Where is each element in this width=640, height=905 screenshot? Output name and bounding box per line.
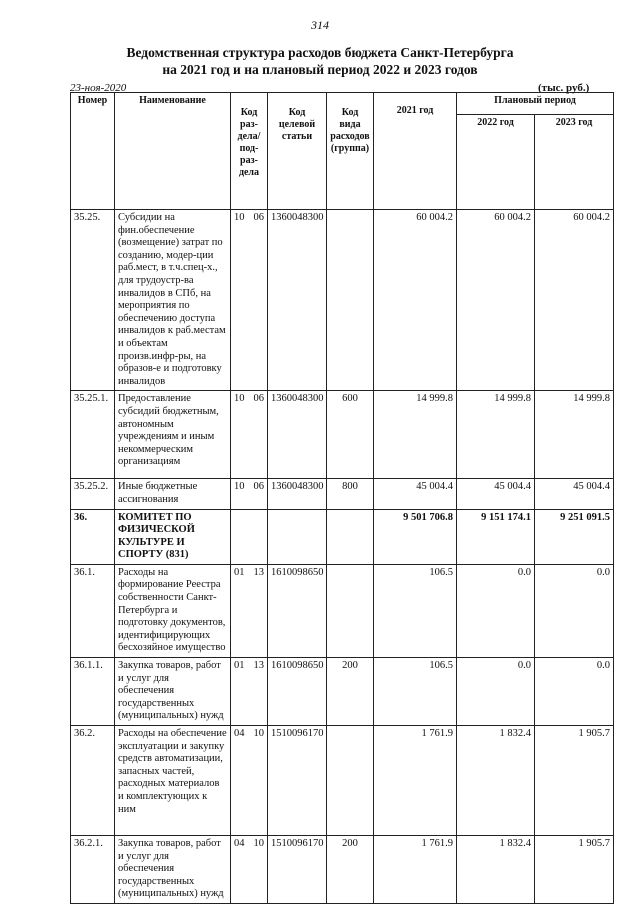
row-value-2021: 60 004.2 [374,210,457,391]
header-year-2023: 2023 год [535,115,614,210]
row-value-2023: 45 004.4 [535,479,614,509]
table-row [71,564,614,657]
subsection-code: 06 [253,481,264,493]
row-section-code [231,210,268,391]
row-section-code [231,391,268,479]
row-name: Расходы на обеспечение эксплуатации и закупку средств автоматизации, запасных частей, расходных материалов и комплектующих к ним [115,726,231,836]
subsection-code: 10 [253,838,264,849]
header-year-2022: 2022 год [457,115,535,210]
row-value-2021: 9 501 706.8 [374,509,457,564]
row-value-2022: 1 832.4 [457,836,535,904]
section-code: 10 [234,393,245,405]
section-code: 10 [234,212,245,223]
budget-table [70,92,614,904]
header-name: Наименование [115,93,231,210]
table-row [71,479,614,509]
row-value-2022: 1 832.4 [457,726,535,836]
row-expense-type [327,726,374,836]
row-section-code [231,509,268,564]
row-name: Расходы на формирование Реестра собственности Санкт-Петербурга и подготовку документов, идентифицирующих бесхозяйное имущество [115,564,231,657]
section-code: 01 [234,660,245,672]
row-value-2023: 1 905.7 [535,726,614,836]
row-section-code [231,564,268,657]
header-section-code: Код раз-дела/ под-раз-дела [231,93,268,210]
table-row [71,836,614,904]
row-value-2023: 14 999.8 [535,391,614,479]
row-number: 35.25.1. [71,391,115,479]
row-name: Предоставление субсидий бюджетным, автономным учреждениям и иным некоммерческим организациям [115,391,231,479]
row-name: Закупка товаров, работ и услуг для обеспечения государственных (муниципальных) нужд [115,836,231,904]
row-value-2022: 9 151 174.1 [457,509,535,564]
row-number: 36.1. [71,564,115,657]
row-value-2021: 45 004.4 [374,479,457,509]
table-row [71,658,614,726]
header-plan-period: Плановый период [457,93,614,115]
row-value-2021: 106.5 [374,564,457,657]
section-code: 04 [234,728,245,739]
row-section-code [231,726,268,836]
title-line-1: Ведомственная структура расходов бюджета Санкт-Петербурга [126,45,514,60]
row-value-2021: 106.5 [374,658,457,726]
row-name: КОМИТЕТ ПО ФИЗИЧЕСКОЙ КУЛЬТУРЕ И СПОРТУ (831) [115,509,231,564]
subsection-code: 06 [253,393,264,405]
header-year-2021: 2021 год [374,93,457,210]
subsection-code: 10 [253,728,264,739]
row-value-2022: 0.0 [457,564,535,657]
row-target-code: 1360048300 [268,391,327,479]
header-number: Номер [71,93,115,210]
row-value-2022: 14 999.8 [457,391,535,479]
row-target-code: 1510096170 [268,836,327,904]
page-number: 314 [311,18,329,32]
row-section-code [231,836,268,904]
row-target-code: 1610098650 [268,564,327,657]
subsection-code: 13 [253,660,264,672]
row-target-code: 1360048300 [268,479,327,509]
row-number: 36.2. [71,726,115,836]
row-expense-type [327,564,374,657]
row-target-code: 1510096170 [268,726,327,836]
table-row [71,726,614,836]
row-value-2021: 14 999.8 [374,391,457,479]
row-value-2023: 0.0 [535,564,614,657]
row-target-code: 1360048300 [268,210,327,391]
table-row [71,210,614,391]
row-expense-type [327,509,374,564]
row-number: 36.2.1. [71,836,115,904]
units-label: (тыс. руб.) [538,82,590,94]
row-section-code [231,658,268,726]
row-value-2023: 1 905.7 [535,836,614,904]
section-code: 01 [234,566,245,578]
row-target-code [268,509,327,564]
document-title [0,44,640,78]
row-name: Закупка товаров, работ и услуг для обеспечения государственных (муниципальных) нужд [115,658,231,726]
document-date: 23-ноя-2020 [70,82,127,94]
subsection-code: 06 [253,212,264,223]
section-code: 10 [234,481,245,493]
row-target-code: 1610098650 [268,658,327,726]
row-number: 36. [71,509,115,564]
row-value-2021: 1 761.9 [374,726,457,836]
row-value-2023: 9 251 091.5 [535,509,614,564]
header-expense-type-code: Код вида расходов (группа) [327,93,374,210]
row-number: 35.25.2. [71,479,115,509]
table-row [71,509,614,564]
subsection-code: 13 [253,566,264,578]
row-name: Иные бюджетные ассигнования [115,479,231,509]
row-expense-type: 200 [327,836,374,904]
row-expense-type: 800 [327,479,374,509]
table-body [71,210,614,904]
row-number: 35.25. [71,210,115,391]
row-expense-type: 200 [327,658,374,726]
row-expense-type [327,210,374,391]
row-number: 36.1.1. [71,658,115,726]
table-row [71,391,614,479]
row-value-2023: 60 004.2 [535,210,614,391]
row-section-code [231,479,268,509]
section-code: 04 [234,838,245,849]
row-value-2022: 0.0 [457,658,535,726]
header-target-code: Код целевой статьи [268,93,327,210]
row-value-2022: 60 004.2 [457,210,535,391]
row-name: Субсидии на фин.обеспечение (возмещение) затрат по созданию, модер-ции раб.мест, в т.ч.спец-х., для трудоустр-ва инвалидов в СПб, на мероприятия по обеспечению доступа инвалидов к раб.местам и объектам произв.инфр-ры, на образов-е и подготовку инвалидов [115,210,231,391]
row-value-2023: 0.0 [535,658,614,726]
row-value-2021: 1 761.9 [374,836,457,904]
row-value-2022: 45 004.4 [457,479,535,509]
title-line-2: на 2021 год и на плановый период 2022 и 2023 годов [162,62,478,77]
row-expense-type: 600 [327,391,374,479]
